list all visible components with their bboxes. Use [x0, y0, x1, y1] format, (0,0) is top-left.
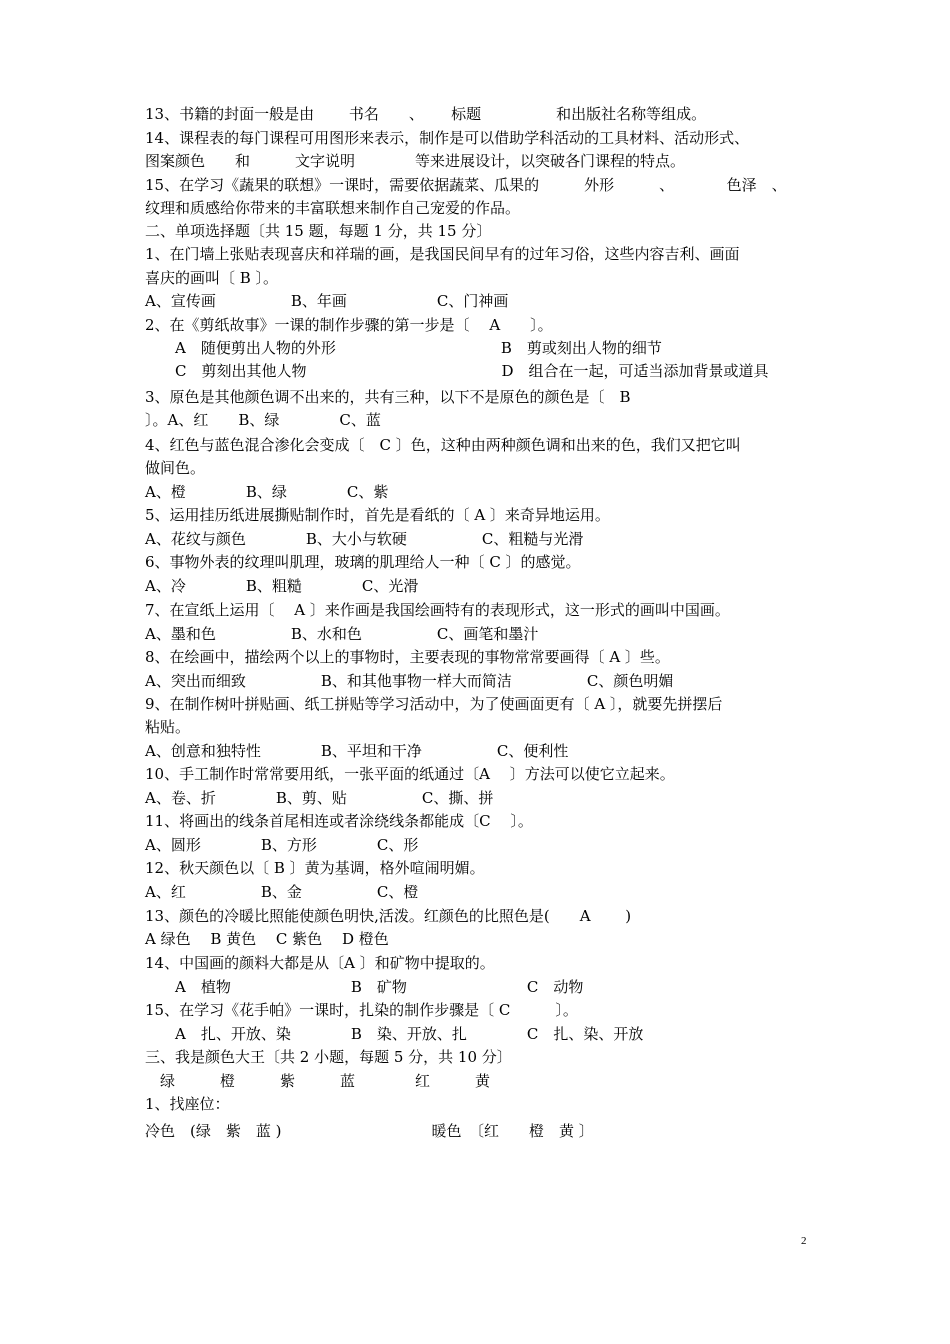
text-line: A、墨和色 B、水和色 C、画笔和墨汁 — [145, 625, 539, 643]
text-line: 做间色。 — [145, 459, 206, 477]
text-line: 10、手工制作时常常要用纸，一张平面的纸通过〔A 〕方法可以使它立起来。 — [145, 765, 675, 783]
text-line: 2、在《剪纸故事》一课的制作步骤的第一步是〔 A 〕。 — [145, 316, 553, 334]
text-line: A、橙 B、绿 C、紫 — [145, 483, 389, 501]
text-line: 4、红色与蓝色混合渗化会变成〔 C 〕色，这种由两种颜色调和出来的色，我们又把它叫 — [145, 436, 741, 454]
text-line: 13、书籍的封面一般是由 书名 、 标题 和出版社名称等组成。 — [145, 105, 707, 123]
text-line: A、突出而细致 B、和其他事物一样大而简洁 C、颜色明媚 — [145, 672, 674, 690]
text-line: A、卷、折 B、剪、贴 C、撕、拼 — [145, 789, 494, 807]
text-line: 14、中国画的颜料大都是从〔A 〕和矿物中提取的。 — [145, 954, 495, 972]
text-line: 〕。A、红 B、绿 C、蓝 — [145, 411, 381, 429]
text-line: 3、原色是其他颜色调不出来的，共有三种，以下不是原色的颜色是〔 B — [145, 388, 631, 406]
text-line: 二、单项选择题〔共 15 题，每题 1 分，共 15 分〕 — [145, 222, 492, 240]
text-line: 12、秋天颜色以〔 B 〕黄为基调，格外喧闹明媚。 — [145, 859, 485, 877]
text-line: 三、我是颜色大王〔共 2 小题，每题 5 分，共 10 分〕 — [145, 1048, 512, 1066]
text-line: 13、颜色的冷暖比照能使颜色明快,活泼。红颜色的比照色是( A ) — [145, 907, 632, 925]
text-line: 图案颜色 和 文字说明 等来进展设计，以突破各门课程的特点。 — [145, 152, 686, 170]
text-line: 粘贴。 — [145, 718, 191, 736]
text-line: 15、在学习《蔬果的联想》一课时，需要依据蔬菜、瓜果的 外形 、 色泽 、 — [145, 176, 787, 194]
text-line: C 剪刻出其他人物 D 组合在一起，可适当添加背景或道具 — [145, 362, 769, 380]
text-line: A、圆形 B、方形 C、形 — [145, 836, 419, 854]
text-line: A 扎、开放、染 B 染、开放、扎 C 扎、染、开放 — [145, 1025, 644, 1043]
text-line: 11、将画出的线条首尾相连或者涂绕线条都能成〔C 〕。 — [145, 812, 533, 830]
text-line: A 植物 B 矿物 C 动物 — [145, 978, 584, 996]
text-line: A、花纹与颜色 B、大小与软硬 C、粗糙与光滑 — [145, 530, 584, 548]
text-line: 冷色 (绿 紫 蓝 ) 暖色 〔红 橙 黄 〕 — [145, 1122, 594, 1140]
text-line: 绿 橙 紫 蓝 红 黄 — [145, 1072, 491, 1090]
page-number: 2 — [801, 1235, 807, 1247]
text-line: 7、在宣纸上运用〔 A 〕来作画是我国绘画特有的表现形式，这一形式的画叫中国画。 — [145, 601, 730, 619]
text-line: 9、在制作树叶拼贴画、纸工拼贴等学习活动中，为了使画面更有〔 A 〕，就要先拼摆后 — [145, 695, 723, 713]
text-line: A、宣传画 B、年画 C、门神画 — [145, 292, 509, 310]
text-line: 纹理和质感给你带来的丰富联想来制作自己宠爱的作品。 — [145, 199, 521, 217]
text-line: A、红 B、金 C、橙 — [145, 883, 419, 901]
text-line: A、创意和独特性 B、平坦和干净 C、便利性 — [145, 742, 569, 760]
text-line: A 绿色 B 黄色 C 紫色 D 橙色 — [145, 930, 389, 948]
text-line: 8、在绘画中，描绘两个以上的事物时，主要表现的事物常常要画得〔 A 〕些。 — [145, 648, 670, 666]
text-line: 15、在学习《花手帕》一课时，扎染的制作步骤是〔 C 〕。 — [145, 1001, 578, 1019]
text-line: 14、课程表的每门课程可用图形来表示，制作是可以借助学科活动的工具材料、活动形式、 — [145, 129, 750, 147]
text-line: 1、在门墙上张贴表现喜庆和祥瑞的画，是我国民间早有的过年习俗，这些内容吉利、画面 — [145, 245, 740, 263]
text-line: 5、运用挂历纸进展撕贴制作时，首先是看纸的〔 A 〕来奇异地运用。 — [145, 506, 610, 524]
text-line: A、冷 B、粗糙 C、光滑 — [145, 577, 419, 595]
text-line: 1、找座位： — [145, 1095, 230, 1113]
text-line: 6、事物外表的纹理叫肌理，玻璃的肌理给人一种〔 C 〕的感觉。 — [145, 553, 581, 571]
text-line: 喜庆的画叫〔 B 〕。 — [145, 269, 279, 287]
text-line: A 随便剪出人物的外形 B 剪或刻出人物的细节 — [145, 339, 662, 357]
